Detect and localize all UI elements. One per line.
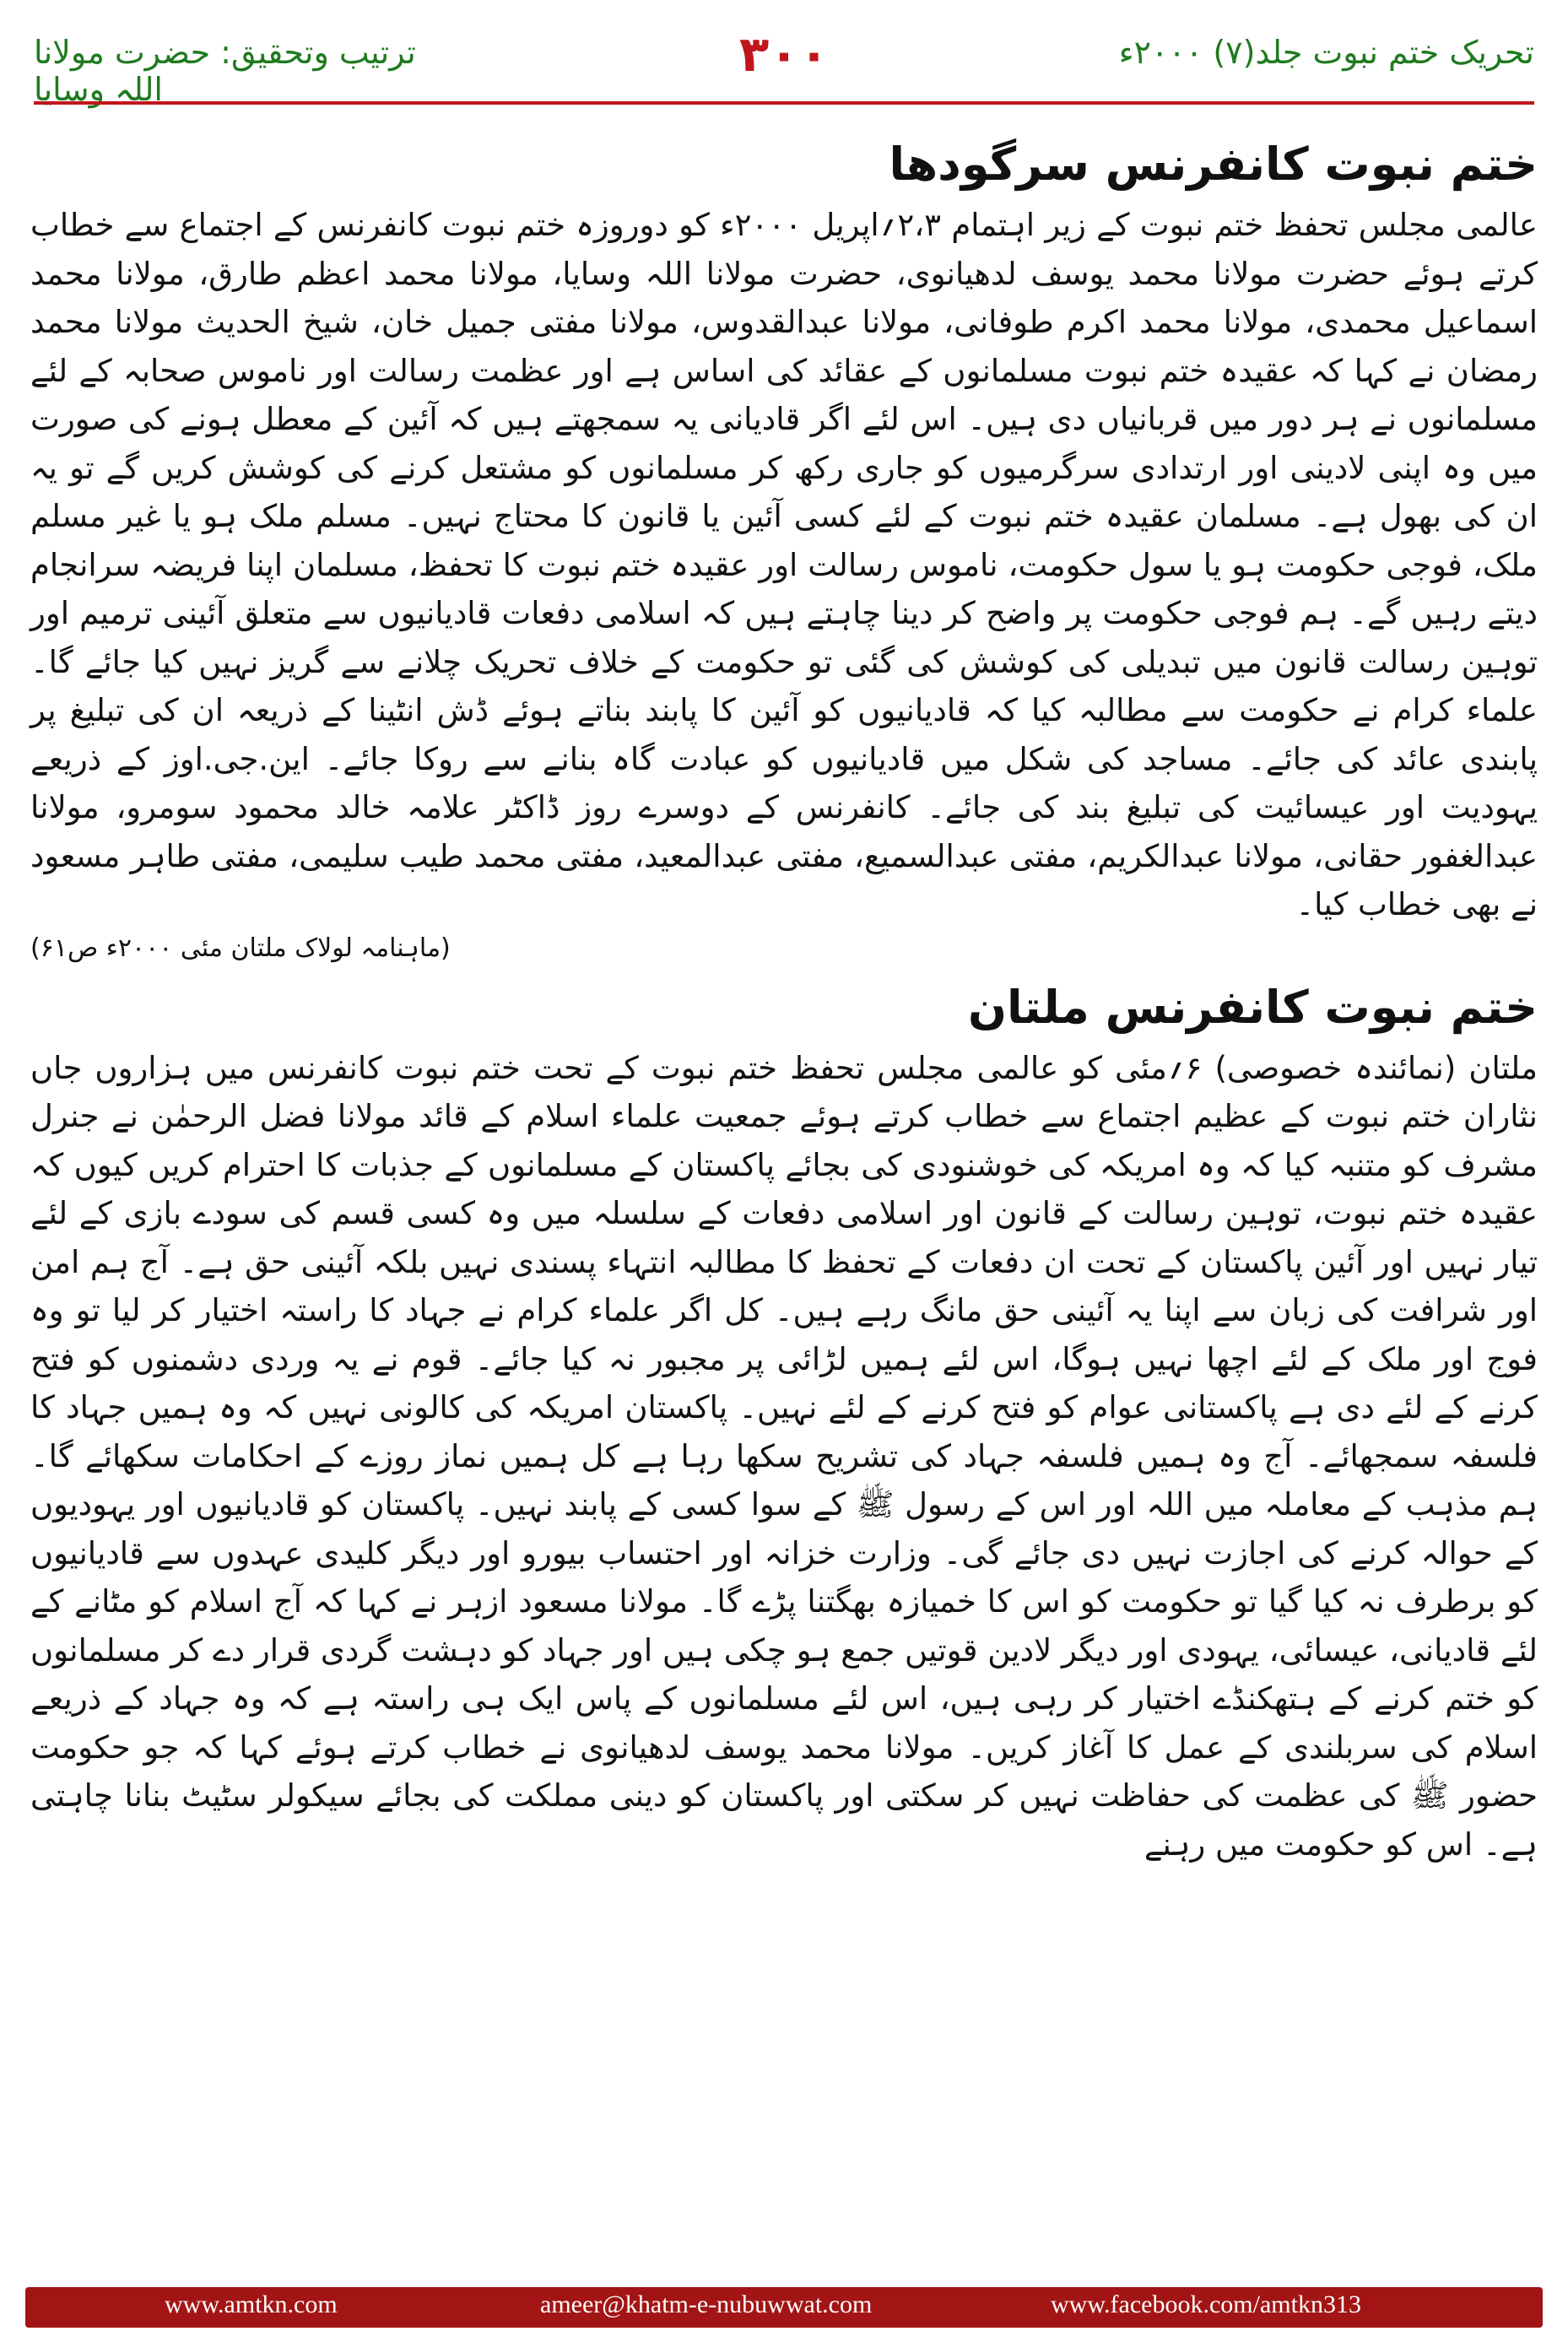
page-number: ۳۰۰ — [738, 25, 830, 83]
section-paragraph-sargodha: عالمی مجلس تحفظ ختم نبوت کے زیر اہتمام ۲،۳؍اپریل ۲۰۰۰ء کو دوروزہ ختم نبوت کانفرنس کے اجتماع سے خطاب کرتے ہوئے حضرت مولانا محمد یوسف لدھیانوی، حضرت مولانا اللہ وسایا، مولانا محمد اعظم طارق، مولانا محمد اسماعیل محمدی، مولانا محمد اکرم طوفانی، مولانا عبدالقدوس، مولانا مفتی جمیل خان، شیخ الحدیث مولانا محمد رمضان نے کہا کہ عقیدہ ختم نبوت مسلمانوں کے عقائد کی اساس ہے اور عظمت رسالت اور ناموس صحابہ کے لئے مسلمانوں نے ہر دور میں قربانیاں دی ہیں۔ اس لئے اگر قادیانی یہ سمجھتے ہیں کہ آئین کے معطل ہونے کی صورت میں وہ اپنی لادینی اور ارتدادی سرگرمیوں کو جاری رکھ کر مسلمانوں کو مشتعل کرنے کی کوشش کریں گے تو یہ ان کی بھول ہے۔ مسلمان عقیدہ ختم نبوت کے لئے کسی آئین یا قانون کا محتاج نہیں۔ مسلم ملک ہو یا غیر مسلم ملک، فوجی حکومت ہو یا سول حکومت، ناموس رسالت اور عقیدہ ختم نبوت کا تحفظ، مسلمان اپنا فریضہ سرانجام دیتے رہیں گے۔ ہم فوجی حکومت پر واضح کر دینا چاہتے ہیں کہ اسلامی دفعات قادیانیوں سے متعلق آئینی ترمیم اور توہین رسالت قانون میں تبدیلی کی کوشش کی گئی تو حکومت کے خلاف تحریک چلانے سے گریز نہیں کیا جائے گا۔ علماء کرام نے حکومت سے مطالبہ کیا کہ قادیانیوں کو آئین کا پابند بناتے ہوئے ڈش انٹینا کے ذریعہ ان کی تبلیغ پر پابندی عائد کی جائے۔ مساجد کی شکل میں قادیانیوں کو عبادت گاہ بنانے سے روکا جائے۔ این.جی.اوز کے ذریعے یہودیت اور عیسائیت کی تبلیغ بند کی جائے۔ کانفرنس کے دوسرے روز ڈاکٹر علامہ خالد محمود سومرو، مولانا عبدالغفور حقانی، مولانا عبدالکریم، مفتی عبدالسمیع، مفتی عبدالمعید، مفتی محمد طیب سلیمی، مفتی طاہر مسعود نے بھی خطاب کیا۔ — [30, 207, 1538, 922]
page-footer — [0, 2279, 1568, 2342]
page-header — [0, 0, 1568, 127]
section-paragraph-multan: ملتان (نمائندہ خصوصی) ۶؍مئی کو عالمی مجلس تحفظ ختم نبوت کے تحت ختم نبوت کانفرنس میں ہزاروں جاں نثاران ختم نبوت کے عظیم اجتماع سے خطاب کرتے ہوئے جمعیت علماء اسلام کے قائد مولانا فضل الرحمٰن نے جنرل مشرف کو متنبہ کیا کہ وہ امریکہ کی خوشنودی کی بجائے پاکستان کے مسلمانوں کے جذبات کا احترام کریں کیوں کہ عقیدہ ختم نبوت، توہین رسالت کے قانون اور اسلامی دفعات کے سلسلہ میں وہ کسی قسم کی سودے بازی کے لئے تیار نہیں اور آئین پاکستان کے تحت ان دفعات کے تحفظ کا مطالبہ انتہاء پسندی نہیں بلکہ آئینی حق ہے۔ آج ہم امن اور شرافت کی زبان سے اپنا یہ آئینی حق مانگ رہے ہیں۔ کل اگر علماء کرام نے جہاد کا راستہ اختیار کر لیا تو وہ فوج اور ملک کے لئے اچھا نہیں ہوگا، اس لئے ہمیں لڑائی پر مجبور نہ کیا جائے۔ قوم نے یہ وردی دشمنوں کو فتح کرنے کے لئے دی ہے پاکستانی عوام کو فتح کرنے کے لئے نہیں۔ پاکستان امریکہ کی کالونی نہیں کہ وہ ہمیں جہاد کا فلسفہ سمجھائے۔ آج وہ ہمیں فلسفہ جہاد کی تشریح سکھا رہا ہے کل ہمیں نماز روزے کے احکامات سکھائے گا۔ ہم مذہب کے معاملہ میں اللہ اور اس کے رسول ﷺ کے سوا کسی کے پابند نہیں۔ پاکستان کو قادیانیوں اور یہودیوں کے حوالہ کرنے کی اجازت نہیں دی جائے گی۔ وزارت خزانہ اور احتساب بیورو اور دیگر کلیدی عہدوں سے قادیانیوں کو برطرف نہ کیا گیا تو حکومت کو اس کا خمیازہ بھگتنا پڑے گا۔ مولانا مسعود ازہر نے کہا کہ آج اسلام کو مٹانے کے لئے قادیانی، عیسائی، یہودی اور دیگر لادین قوتیں جمع ہو چکی ہیں اور جہاد کو دہشت گردی قرار دے کر مسلمانوں کو ختم کرنے کے ہتھکنڈے اختیار کر رہی ہیں، اس لئے مسلمانوں کے پاس ایک ہی راستہ ہے کہ وہ جہاد کے ذریعے اسلام کی سربلندی کے عمل کا آغاز کریں۔ مولانا محمد یوسف لدھیانوی نے خطاب کرتے ہوئے کہا کہ جو حکومت حضور ﷺ کی عظمت کی حفاظت نہیں کر سکتی اور پاکستان کو دینی مملکت کی بجائے سیکولر سٹیٹ بنانا چاہتی ہے۔ اس کو حکومت میں رہنے — [30, 1049, 1538, 1863]
header-compiler: ترتیب وتحقیق: حضرت مولانا اللہ وسایا — [34, 34, 416, 108]
header-book-title: تحریک ختم نبوت جلد(۷) ۲۰۰۰ء — [1118, 34, 1534, 71]
source-reference: (ماہنامہ لولاک ملتان مئی ۲۰۰۰ء ص۶۱) — [30, 933, 451, 963]
section-heading-multan: ختم نبوت کانفرنس ملتان — [967, 980, 1538, 1034]
page-content — [30, 127, 1538, 1869]
footer-email-link[interactable]: ameer@khatm-e-nubuwwat.com — [540, 2291, 873, 2318]
section-heading-sargodha: ختم نبوت کانفرنس سرگودھا — [889, 138, 1538, 191]
footer-website-link[interactable]: www.amtkn.com — [165, 2291, 338, 2318]
footer-facebook-link[interactable]: www.facebook.com/amtkn313 — [1051, 2291, 1361, 2318]
header-divider — [34, 101, 1534, 105]
